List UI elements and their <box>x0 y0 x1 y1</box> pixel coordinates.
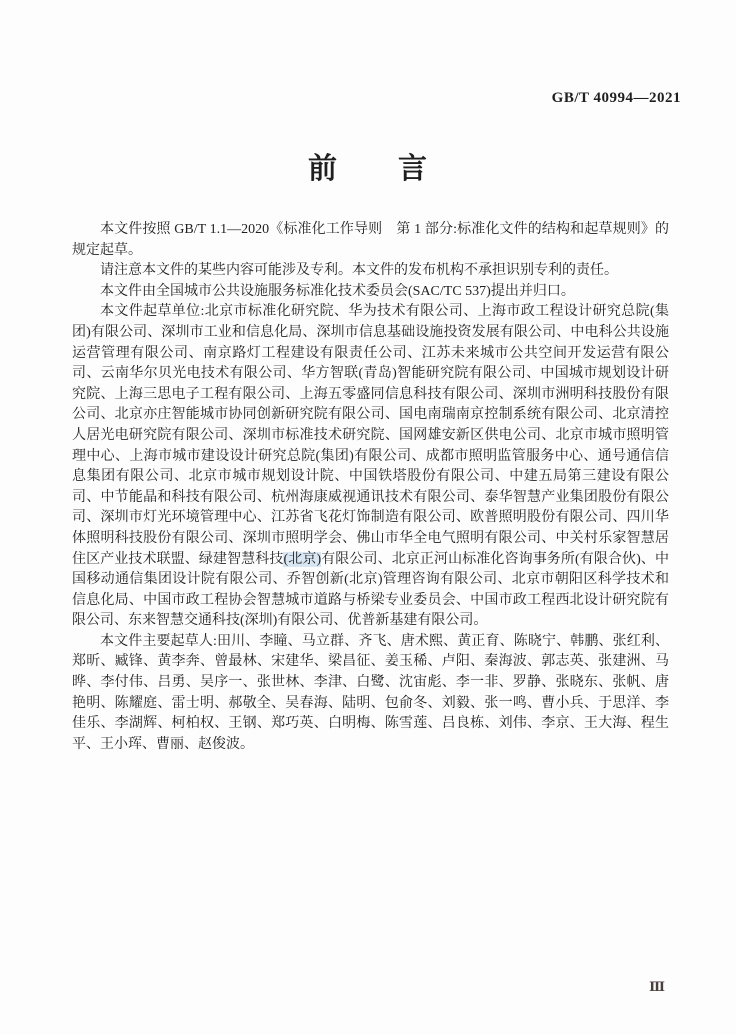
organizations-text-start: 本文件起草单位:北京市标准化研究院、华为技术有限公司、上海市政工程设计研究总院(集团)有限公司、深圳市工业和信息化局、深圳市信息基础设施投资发展有限公司、中电科公共设施运营管理有限公司、南京路灯工程建设有限责任公司、江苏未来城市公共空间开发运营有限公司、云南华尔贝光电技术有限公司、华方智联(青岛)智能研究院有限公司、中国城市规划设计研究院、上海三思电子工程有限公司、上海五零盛同信息科技有限公司、深圳市洲明科技股份有限公司、北京亦庄智能城市协同创新研究院有限公司、国电南瑞南京控制系统有限公司、北京清控人居光电研究院有限公司、深圳市标准技术研究院、国网雄安新区供电公司、北京市城市照明管理中心、上海市城市建设设计研究总院(集团)有限公司、成都市照明监管服务中心、通号通信信息集团有限公司、北京市城市规划设计院、中国铁塔股份有限公司、中建五局第三建设有限公司、中节能晶和科技有限公司、杭州海康威视通讯技术有限公司、泰华智慧产业集团股份有限公司、深圳市灯光环境管理中心、江苏省飞花灯饰制造有限公司、欧普照明股份有限公司、四川华体照明科技股份有限公司、深圳市照明学会、佛山市华全电气照明有限公司、中关村乐家智慧居住区产业技术联盟、绿建智慧科技 <box>72 304 669 567</box>
standard-code: GB/T 40994—2021 <box>551 90 681 106</box>
organizations-text-end: 有限公司、北京正河山标准化咨询事务所(有限合伙)、中国移动通信集团设计院有限公司、乔智创新(北京)管理咨询有限公司、北京市朝阳区科学技术和信息化局、中国市政工程协会智慧城市道路与桥梁专业委员会、中国市政工程西北设计研究院有限公司、东来智慧交通科技(深圳)有限公司、优普新基建有限公司。 <box>72 551 669 629</box>
paragraph-drafting-rule: 本文件按照 GB/T 1.1—2020《标准化工作导则 第 1 部分:标准化文件的结构和起草规则》的规定起草。 <box>72 222 669 258</box>
page-title: 前 言 <box>307 153 428 185</box>
paragraph-committee: 本文件由全国城市公共设施服务标准化技术委员会(SAC/TC 537)提出并归口。 <box>100 283 575 299</box>
paragraph-main-drafters: 本文件主要起草人:田川、李瞳、马立群、齐飞、唐术熙、黄正育、陈晓宁、韩鹏、张红利、郑昕、臧锋、黄李奔、曾最林、宋建华、梁昌征、姜玉稀、卢阳、秦海波、郭志英、张建洲、马晔、李付伟、吕勇、吴序一、张世林、李津、白鹭、沈宙彪、李一非、罗静、张晓东、张帆、唐艳明、陈耀庭、雷士明、郝敬全、吴春海、陆明、包俞冬、刘毅、张一鸣、曹小兵、于思洋、李佳乐、李湖辉、柯柏权、王钢、郑巧英、白明梅、陈雪莲、吕良栋、刘伟、李京、王大海、程生平、王小珲、曹丽、赵俊波。 <box>72 633 669 752</box>
page-number: Ⅲ <box>649 979 665 994</box>
paragraph-patent-notice: 请注意本文件的某些内容可能涉及专利。本文件的发布机构不承担识别专利的责任。 <box>100 263 618 279</box>
foreword-body <box>72 220 669 755</box>
organizations-text-highlight: (北京) <box>283 551 322 567</box>
paragraph-drafting-organizations <box>72 302 669 632</box>
